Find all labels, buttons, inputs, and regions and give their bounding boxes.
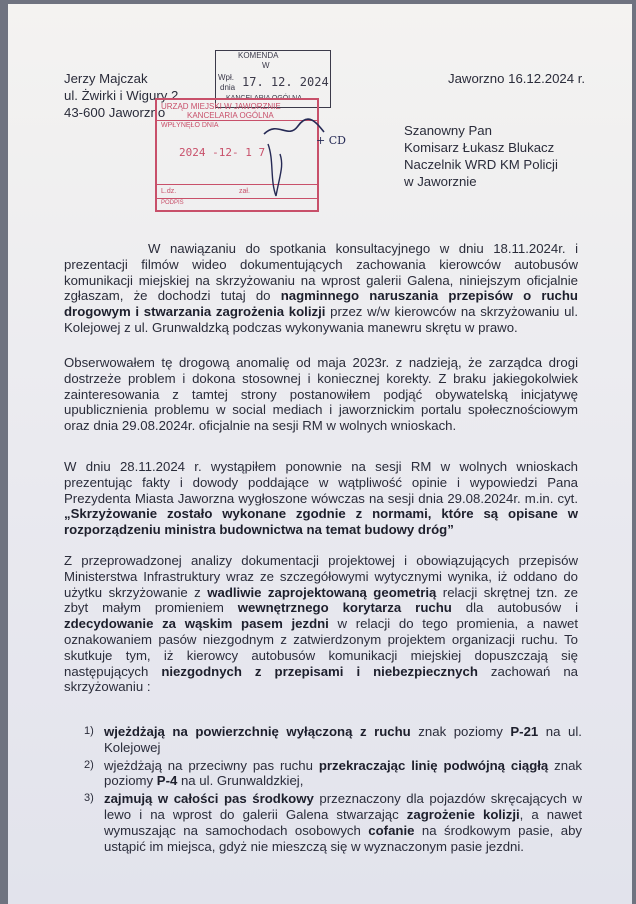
text-run: , a nawet wymuszając na samochodach osobowych bbox=[104, 806, 582, 838]
stamp-date: 2024 -12- 1 7 bbox=[179, 146, 266, 159]
bold-text-run: zajmują w całości pas środkowy bbox=[104, 791, 314, 807]
bold-text-run: wjeżdżają na powierzchnię wyłączoną z ruchu bbox=[104, 724, 411, 739]
paragraph-1 bbox=[64, 241, 578, 336]
paragraph-2 bbox=[64, 355, 578, 434]
sender-street: ul. Żwirki i Wigury 2 bbox=[64, 88, 179, 103]
text-run: znak poziomy bbox=[410, 724, 511, 739]
letter-page bbox=[8, 4, 632, 904]
bold-text-run: „Skrzyżowanie zostało wykonane zgodnie z normami, które są opisane w rozporządzeniu ministra budownictwa na temat budowy dróg” bbox=[64, 506, 578, 538]
stamp-label: WPŁYNĘŁO DNIA bbox=[161, 122, 219, 129]
stamp-sub: KANCELARIA OGÓLNA bbox=[187, 111, 274, 120]
place-date: Jaworzno 16.12.2024 r. bbox=[448, 71, 586, 86]
bold-text-run: nagminnego naruszania przepisów o ruchu drogowym i stwarzania zagrożenia kolizji bbox=[64, 288, 578, 320]
paragraph-3 bbox=[64, 459, 578, 538]
list-item bbox=[84, 791, 582, 854]
stamp-wpl: Wpł. bbox=[218, 73, 234, 82]
list-item-text bbox=[104, 758, 582, 789]
recipient-line-2: Komisarz Łukasz Blukacz bbox=[404, 140, 555, 155]
list-item-text bbox=[104, 724, 582, 755]
sender-name: Jerzy Majczak bbox=[64, 71, 148, 86]
stamp-header: URZĄD MIEJSKI W JAWORZNIE bbox=[161, 102, 281, 111]
list-item-text bbox=[104, 791, 582, 853]
text-run: znak poziomy bbox=[104, 757, 582, 789]
paragraph-1-text bbox=[64, 241, 578, 335]
list-item bbox=[84, 724, 582, 756]
list-number: 3) bbox=[84, 792, 94, 805]
text-run: Obserwowałem tę drogową anomalię od maja 2023r. z nadzieją, że zarządca drogi dostrzeże problem i dokona stosownej i koniecznej korekty. Z braku jakiegokolwiek zainteresowania z tamtej strony postanowiłem podjąć obywatelską inicjatywę upublicznienia problemu w social mediach i jaworznickim portalu społecznościowym oraz dnia 29.08.2024r. oficjalnie na sesji RM w wolnych wnioskach. bbox=[64, 355, 578, 434]
text-run: przez w/w kierowców na skrzyżowaniu ul. Kolejowej z ul. Grunwaldzką podczas wykonywania manewru skrętu w prawo. bbox=[64, 304, 579, 335]
text-run: w relacji do tego promienia, a nawet oznakowaniem pasów niezgodnym z zatwierdzonym projektem organizacji ruchu. To skutkuje tym, iż kierowcy autobusów komunikacji miejskiej dopuszczają się następujących bbox=[64, 616, 579, 679]
bold-text-run: wadliwie zaprojektowaną geometrią bbox=[207, 584, 437, 600]
stamp-kancelaria: KANCELARIA OGÓLNA bbox=[226, 95, 302, 102]
text-run: na ul. Grunwaldzkiej, bbox=[177, 773, 304, 789]
recipient-line-4: w Jaworznie bbox=[404, 174, 477, 189]
text-run: przeznaczony dla pojazdów skręcających w lewo i na wprost do galerii Galena stwarzając bbox=[104, 791, 582, 822]
list-item bbox=[84, 758, 582, 790]
bold-text-run: zdecydowanie za wąskim pasem jezdni bbox=[64, 616, 329, 632]
recipient-address bbox=[404, 122, 558, 190]
text-run: wjeżdżają na przeciwny pas ruchu bbox=[104, 757, 319, 773]
stamp-podpis: PODPIS bbox=[161, 200, 184, 206]
text-run: W nawiązaniu do spotkania konsultacyjnego w dniu 18.11.2024r. i prezentacji filmów wideo dokumentujących zachowania kierowców autobusów komunikacji miejskiej na skrzyżowaniu na wprost galerii Galena, niniejszym oficjalnie zgłaszam, że dochodzi tutaj do bbox=[64, 241, 578, 304]
recipient-line-3: Naczelnik WRD KM Policji bbox=[404, 157, 558, 172]
stamp-header: KOMENDA bbox=[238, 51, 279, 60]
text-run: na środkowym pasie, aby ustąpić im miejsca, gdyż nie mieszczą się w wyznaczonym pasie jezdni. bbox=[104, 822, 582, 854]
text-run: dla autobusów i bbox=[451, 600, 579, 616]
violations-list bbox=[84, 724, 582, 856]
bold-text-run: niezgodnych z przepisami i niebezpiecznych bbox=[161, 663, 478, 679]
text-run: zachowań na skrzyżowaniu : bbox=[64, 663, 578, 695]
text-run: relacji skrętnej tzn. ze zbyt małym promieniem bbox=[64, 584, 578, 616]
bold-text-run: P-4 bbox=[156, 773, 178, 789]
text-run: Z przeprowadzonej analizy dokumentacji projektowej i obowiązujących przepisów Ministerstwa Infrastruktury wraz ze szczegółowymi wytycznymi wynika, iż oddano do użytku skrzyżowanie z bbox=[64, 553, 578, 600]
handwritten-signature bbox=[258, 114, 338, 204]
stamp-ldz: L.dz. bbox=[161, 188, 177, 195]
stamp-date: 17. 12. 2024 bbox=[242, 75, 329, 89]
stamp-sub: W bbox=[262, 61, 270, 70]
sender-city: 43-600 Jaworzno bbox=[64, 105, 166, 120]
paragraph-4 bbox=[64, 553, 578, 695]
list-number: 1) bbox=[84, 725, 94, 737]
stamp-zal: zał. bbox=[239, 188, 250, 195]
text-run: na ul. Kolejowej bbox=[104, 724, 582, 755]
bold-text-run: P-21 bbox=[510, 724, 539, 739]
bold-text-run: przekraczając linię podwójną ciągłą bbox=[318, 757, 549, 773]
handwritten-note: + CD bbox=[316, 134, 346, 147]
stamp-dnia: dnia bbox=[220, 83, 236, 92]
recipient-line-1: Szanowny Pan bbox=[404, 123, 492, 138]
bold-text-run: wewnętrznego korytarza ruchu bbox=[237, 600, 452, 616]
bold-text-run: cofanie bbox=[368, 822, 415, 838]
bold-text-run: zagrożenie kolizji bbox=[406, 806, 520, 822]
text-run: W dniu 28.11.2024 r. wystąpiłem ponownie na sesji RM w wolnych wnioskach prezentując fakty i dowody poddające w wątpliwość opinie i wypowiedzi Pana Prezydenta Miasta Jaworzna wygłoszone wówczas na sesji dnia 29.08.2024r. m.in. cyt. bbox=[64, 459, 578, 506]
list-number: 2) bbox=[84, 758, 94, 771]
